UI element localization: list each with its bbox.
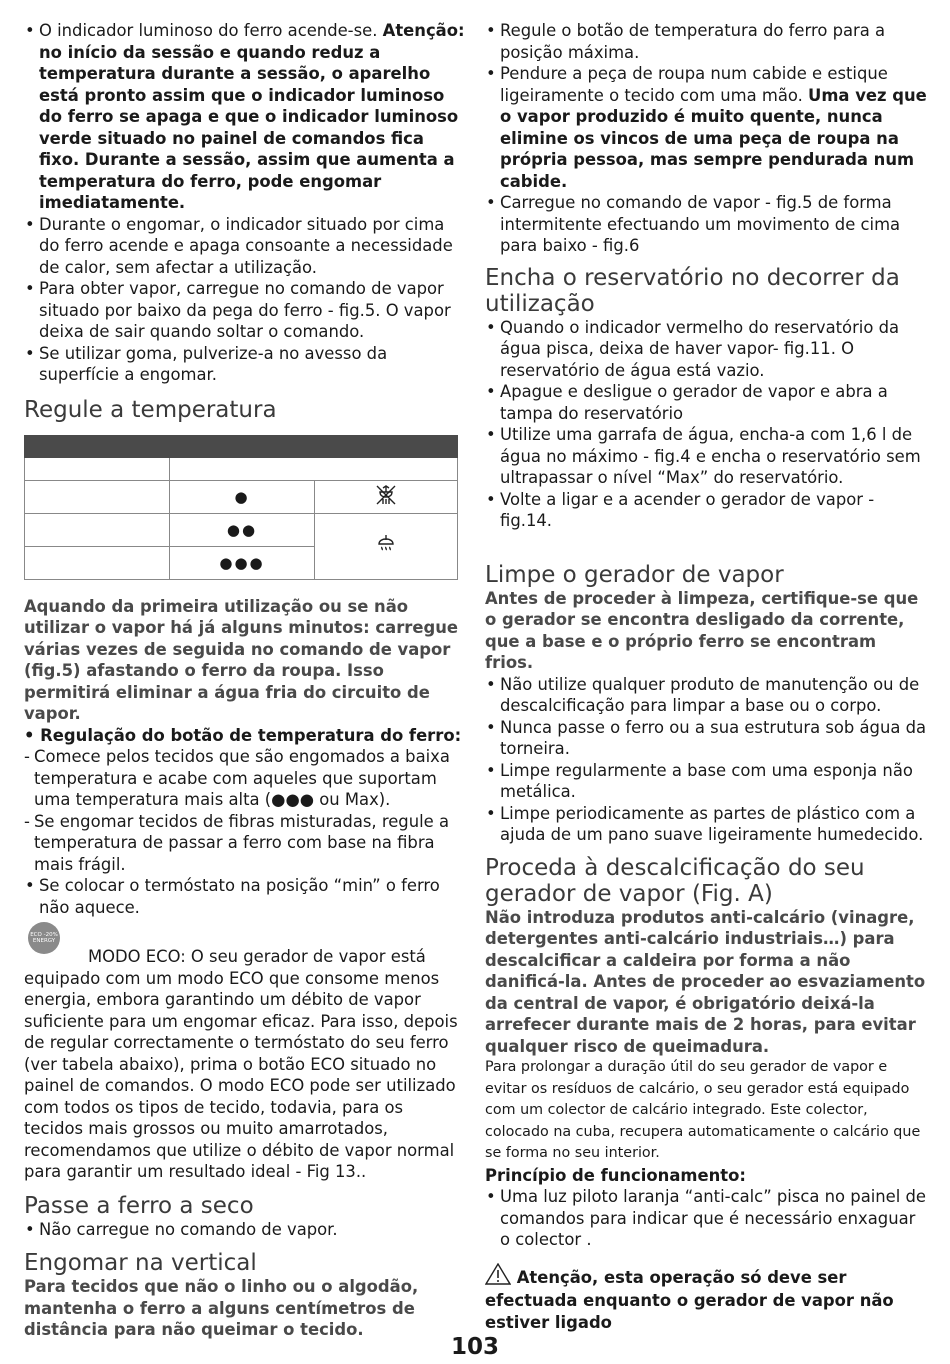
temp-dots-3: ●●● — [170, 546, 315, 579]
warning-icon — [485, 1263, 511, 1291]
no-steam-icon — [374, 483, 398, 511]
right-column — [485, 20, 927, 1333]
list-item: • Utilize uma garrafa de água, encha-a com 1,6 l de água no máximo - fig.4 e encha o reservatório sem ultrapassar o nível “Max” do reservatório. — [485, 424, 927, 489]
table-cell — [25, 513, 170, 546]
first-use-paragraph: Aquando da primeira utilização ou se não utilizar o vapor há já alguns minutos: carregue várias vezes de seguida no comando de vapor (fig.5) afastando o ferro da roupa. Isso permitirá eliminar a água fria do circuito de vapor. — [24, 596, 458, 723]
fill-bullet-list — [485, 317, 927, 532]
table-header-cell — [25, 435, 458, 457]
eco-badge-text: ECO -20% ENERGY — [30, 932, 58, 944]
bullet-bold-text: Uma vez que o vapor produzido é muito quente, nunca elimine os vincos de uma peça de roupa na própria pessoa, mas sempre pendurada num cabide. — [500, 85, 927, 191]
attention-paragraph — [485, 1263, 927, 1334]
dry-bullet-list — [24, 1219, 466, 1241]
clean-intro: Antes de proceder à limpeza, certifique-se que o gerador se encontra desligado da corrente, que a base e o próprio ferro se encontram frios. — [485, 588, 919, 672]
table-row — [25, 457, 458, 480]
list-item: • Para obter vapor, carregue no comando de vapor situado por baixo da pega do ferro - fig.5. O vapor deixa de sair quando soltar o comando. — [24, 278, 466, 343]
list-item: • Não utilize qualquer produto de manutenção ou de descalcificação para limpar a base ou o corpo. — [485, 674, 927, 717]
list-item: - Comece pelos tecidos que são engomados a baixa temperatura e acabe com aqueles que suportam uma temperatura mais alta (●●● ou Max). — [24, 746, 466, 811]
attention-text: Atenção, esta operação só deve ser efectuada enquanto o gerador de vapor não estiver ligado — [485, 1267, 894, 1332]
descale-paragraph: Para prolongar a duração útil do seu gerador de vapor e evitar os resíduos de calcário, o seu gerador está equipado com um colector de calcário integrado. Este colector, colocado na cuba, recupera automaticamente o calcário que se forma no seu interior. — [485, 1059, 921, 1161]
table-cell — [25, 480, 170, 513]
list-item: • Quando o indicador vermelho do reservatório da água pisca, deixa de haver vapor- fig.11. O reservatório de água está vazio. — [485, 317, 927, 382]
list-item: • Se utilizar goma, pulverize-a no avesso da superfície a engomar. — [24, 343, 466, 386]
regulation-title: • Regulação do botão de temperatura do ferro: — [24, 725, 462, 745]
list-item: • Regule o botão de temperatura do ferro para a posição máxima. — [485, 20, 927, 63]
table-cell — [170, 457, 458, 480]
list-item: • Limpe regularmente a base com uma esponja não metálica. — [485, 760, 927, 803]
list-item: • Se colocar o termóstato na posição “min” o ferro não aquece. — [24, 875, 466, 918]
principle-bullet-list — [485, 1186, 927, 1251]
table-header-row — [25, 435, 458, 457]
list-item — [24, 20, 466, 214]
list-item: • Limpe periodicamente as partes de plástico com a ajuda de um pano suave ligeiramente humedecido. — [485, 803, 927, 846]
clean-bullet-list — [485, 674, 927, 846]
regulation-bullet-list — [24, 875, 466, 918]
list-item: - Se engomar tecidos de fibras misturadas, regule a temperatura de passar a ferro com base na fibra mais frágil. — [24, 811, 466, 876]
fill-heading: Encha o reservatório no decorrer da utilização — [485, 264, 900, 317]
list-item: • Carregue no comando de vapor - fig.5 de forma intermitente efectuando um movimento de cima para baixo - fig.6 — [485, 192, 927, 257]
eco-icon — [28, 922, 60, 954]
descale-heading: Proceda à descalcificação do seu gerador de vapor (Fig. A) — [485, 854, 865, 907]
list-item: • Não carregue no comando de vapor. — [24, 1219, 466, 1241]
temp-dots-1: ● — [170, 480, 315, 513]
table-cell — [315, 513, 458, 579]
clean-heading: Limpe o gerador de vapor — [485, 561, 784, 588]
bullet-text: O indicador luminoso do ferro acende-se. — [39, 21, 383, 40]
list-item: • Apague e desligue o gerador de vapor e abra a tampa do reservatório — [485, 381, 927, 424]
list-item: • Durante o engomar, o indicador situado por cima do ferro acende e apaga consoante a necessidade de calor, sem afectar a utilização. — [24, 214, 466, 279]
table-row — [25, 513, 458, 546]
temperature-table — [24, 435, 458, 580]
dry-heading: Passe a ferro a seco — [24, 1192, 254, 1219]
table-cell — [315, 480, 458, 513]
list-item — [485, 63, 927, 192]
page-number: 103 — [451, 1334, 500, 1360]
regulation-dash-list — [24, 746, 466, 875]
list-item: • Volte a ligar e a acender o gerador de vapor - fig.14. — [485, 489, 927, 532]
vertical-bullet-list — [485, 20, 927, 257]
descale-warning: Não introduza produtos anti-calcário (vinagre, detergentes anti-calcário industriais…) para descalcificar a caldeira por forma a não danificá-la. Antes de proceder ao esvaziamento da central de vapor, é obrigatório deixá-la arrefecer durante mais de 2 horas, para evitar qualquer risco de queimadura. — [485, 907, 926, 1056]
steam-icon — [374, 532, 398, 560]
bullet-bold-text: Atenção: no início da sessão e quando reduz a temperatura durante a sessão, o aparelho está pronto assim que o indicador luminoso do ferro se apaga e que o indicador luminoso verde situado no painel de comandos fica fixo. Durante a sessão, assim que aumenta a temperatura do ferro, pode engomar imediatamente. — [39, 21, 465, 212]
table-cell — [25, 457, 170, 480]
table-cell — [25, 546, 170, 579]
temperature-heading: Regule a temperatura — [24, 396, 277, 423]
list-item: • Uma luz piloto laranja “anti-calc” pisca no painel de comandos para indicar que é necessário enxaguar o colector . — [485, 1186, 927, 1251]
vertical-paragraph: Para tecidos que não o linho ou o algodão, mantenha o ferro a alguns centímetros de distância para não queimar o tecido. — [24, 1277, 419, 1339]
left-column — [24, 20, 466, 1341]
intro-bullet-list — [24, 20, 466, 386]
principle-title: Princípio de funcionamento: — [485, 1165, 746, 1185]
vertical-heading: Engomar na vertical — [24, 1250, 257, 1276]
eco-badge-row — [24, 920, 466, 966]
table-row — [25, 480, 458, 513]
temp-dots-2: ●● — [170, 513, 315, 546]
eco-paragraph: MODO ECO: O seu gerador de vapor está equipado com um modo ECO que consome menos energia, embora garantindo um débito de vapor suficiente para um engomar eficaz. Para isso, depois de regular correctamente o termóstato do seu ferro (ver tabela abaixo), prima o botão ECO situado no painel de comandos. O modo ECO pode ser utilizado com todos os tipos de tecido, todavia, para os tecidos mais grossos ou muito amarrotados, recomendamos que utilize o débito de vapor normal para garantir um resultado ideal - Fig 13.. — [24, 947, 458, 1181]
bullet-text: Pendure a peça de roupa num cabide e estique ligeiramente o tecido com uma mão. — [500, 64, 888, 105]
list-item: • Nunca passe o ferro ou a sua estrutura sob água da torneira. — [485, 717, 927, 760]
